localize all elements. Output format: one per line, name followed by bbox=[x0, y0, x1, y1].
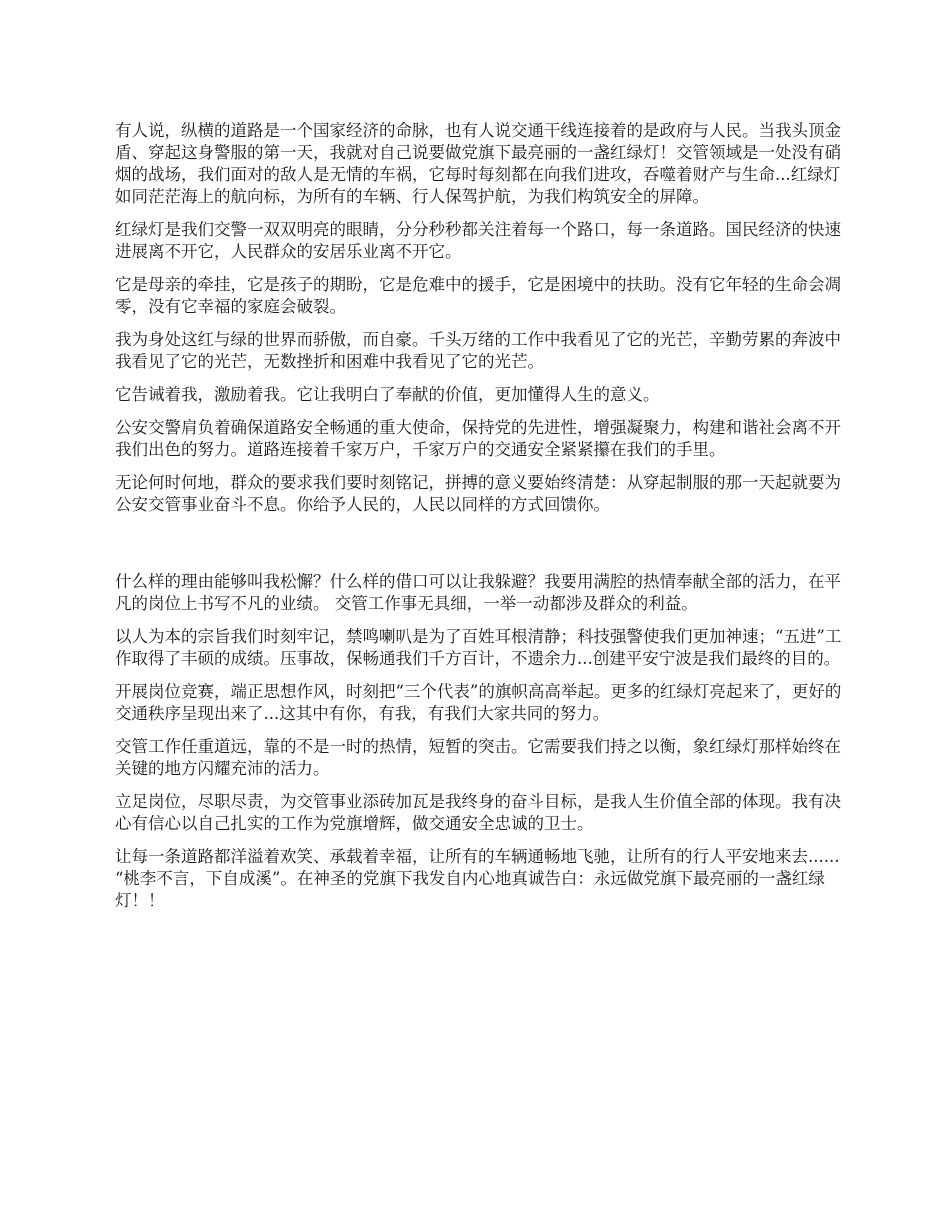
section-spacer bbox=[115, 527, 843, 571]
paragraph: 红绿灯是我们交警一双双明亮的眼睛，分分秒秒都关注着每一个路口，每一条道路。国民经济的快速进展离不开它，人民群众的安居乐业离不开它。 bbox=[115, 220, 841, 261]
paragraph: 它是母亲的牵挂，它是孩子的期盼，它是危难中的援手，它是困境中的扶助。没有它年轻的生命会凋零，没有它幸福的家庭会破裂。 bbox=[115, 275, 841, 316]
paragraph: 以人为本的宗旨我们时刻牢记，禁鸣喇叭是为了百姓耳根清静；科技强警使我们更加神速；“五进”工作取得了丰硕的成绩。压事故，保畅通我们千方百计，不遗余力...创建平安宁波是我们最终的目的。 bbox=[115, 627, 842, 668]
paragraph: 让每一条道路都洋溢着欢笑、承载着幸福，让所有的车辆通畅地飞驰，让所有的行人平安地来去...... “桃李不言，下自成溪”。在神圣的党旗下我发自内心地真诚告白：永远做党旗下最亮丽的一盏红绿灯！！ bbox=[115, 847, 840, 910]
paragraph: 我为身处这红与绿的世界而骄傲，而自豪。千头万绪的工作中我看见了它的光芒，辛勤劳累的奔波中我看见了它的光芒，无数挫折和困难中我看见了它的光芒。 bbox=[115, 330, 841, 371]
paragraph: 立足岗位，尽职尽责，为交管事业添砖加瓦是我终身的奋斗目标，是我人生价值全部的体现。我有决心有信心以自己扎实的工作为党旗增辉，做交通安全忠诚的卫士。 bbox=[115, 792, 841, 833]
paragraph: 有人说，纵横的道路是一个国家经济的命脉，也有人说交通干线连接着的是政府与人民。当我头顶金盾、穿起这身警服的第一天，我就对自己说要做党旗下最亮丽的一盏红绿灯！交管领域是一处没有硝烟的战场，我们面对的敌人是无情的车祸，它每时每刻都在向我们进攻，吞噬着财产与生命...红绿灯如同茫茫海上的航向标，为所有的车辆、行人保驾护航，为我们构筑安全的屏障。 bbox=[115, 121, 841, 206]
paragraph: 开展岗位竞赛，端正思想作风，时刻把“三个代表”的旗帜高高举起。更多的红绿灯亮起来了，更好的交通秩序呈现出来了...这其中有你，有我，有我们大家共同的努力。 bbox=[115, 682, 842, 723]
paragraph: 公安交警肩负着确保道路安全畅通的重大使命，保持党的先进性，增强凝聚力，构建和谐社会离不开我们出色的努力。道路连接着千家万户，千家万户的交通安全紧紧攥在我们的手里。 bbox=[115, 418, 841, 459]
paragraph: 它告诫着我，激励着我。它让我明白了奉献的价值，更加懂得人生的意义。 bbox=[115, 385, 660, 404]
section-1 bbox=[115, 120, 843, 516]
paragraph: 什么样的理由能够叫我松懈？什么样的借口可以让我躲避？我要用满腔的热情奉献全部的活力，在平凡的岗位上书写不凡的业绩。 交管工作事无具细，一举一动都涉及群众的利益。 bbox=[115, 572, 841, 613]
document-body bbox=[115, 120, 843, 923]
paragraph: 无论何时何地，群众的要求我们要时刻铭记，拼搏的意义要始终清楚：从穿起制服的那一天起就要为公安交管事业奋斗不息。你给予人民的，人民以同样的方式回馈你。 bbox=[115, 473, 841, 514]
section-2 bbox=[115, 571, 843, 912]
paragraph: 交管工作任重道远，靠的不是一时的热情，短暂的突击。它需要我们持之以衡，象红绿灯那样始终在关键的地方闪耀充沛的活力。 bbox=[115, 737, 841, 778]
